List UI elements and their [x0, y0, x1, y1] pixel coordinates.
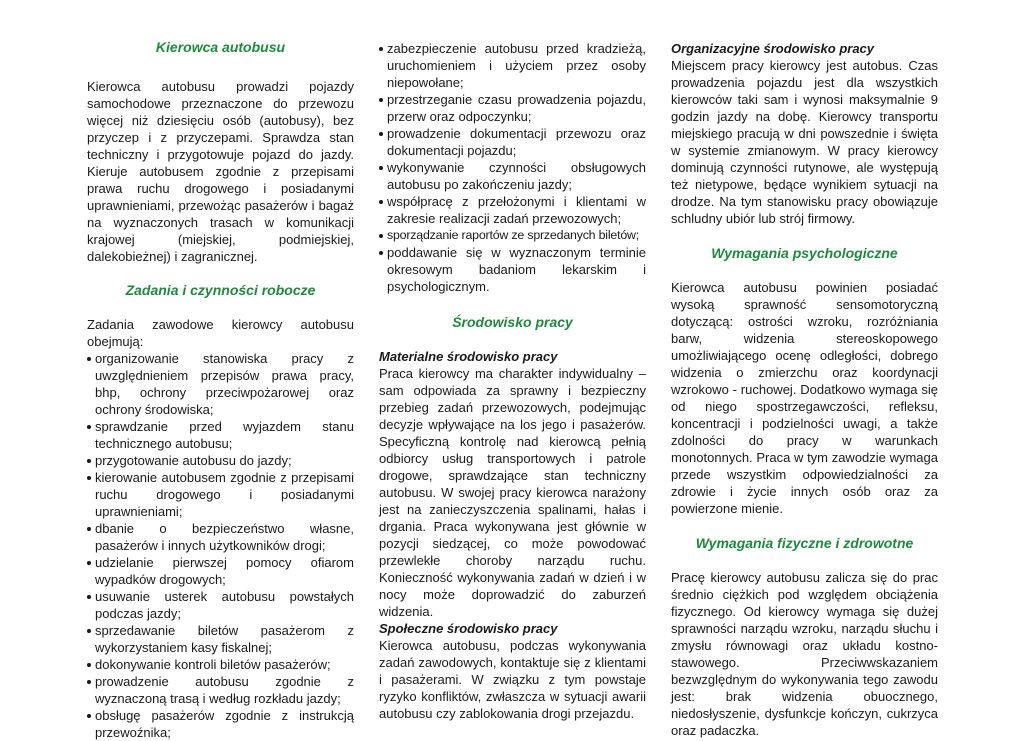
column-left: [87, 38, 354, 741]
heading-kierowca-autobusu: Kierowca autobusu: [155, 39, 286, 55]
list-item: dokonywanie kontroli biletów pasażerów;: [87, 656, 354, 673]
list-item: przygotowanie autobusu do jazdy;: [87, 452, 354, 469]
list-item: sprawdzanie przed wyjazdem stanu technicznego autobusu;: [87, 418, 354, 452]
material-environment-paragraph: Praca kierowcy ma charakter indywidualny – sam odpowiada za sprawny i bezpieczny przebieg zadań przewozowych, podejmując decyzje wpływające na los jego i pasażerów. Specyficzną kontrolę nad kierowcą pełnią odbiorcy usług transportowych i patrole drogowe, sprawdzające stan techniczny autobusu. W swojej pracy kierowca narażony jest na zanieczyszczenia spalinami, hałas i drgania. Praca wykonywana jest głównie w pozycji siedzącej, co może powodować przewlekłe choroby narządu ruchu. Konieczność wykonywania zadań w dzień i w nocy może doprowadzić do zaburzeń widzenia.: [379, 366, 646, 619]
list-item: usuwanie usterek autobusu powstałych podczas jazdy;: [87, 588, 354, 622]
tasks-intro: Zadania zawodowe kierowcy autobusu obejmują:: [87, 317, 354, 349]
column-right: [671, 40, 938, 739]
heading-wymagania-psychologiczne: Wymagania psychologiczne: [711, 245, 898, 261]
heading-srodowisko-pracy: Środowisko pracy: [452, 314, 573, 330]
subheading-organizacyjne: Organizacyjne środowisko pracy: [671, 41, 875, 56]
list-item: sporządzanie raportów ze sprzedanych biletów;: [379, 227, 646, 244]
intro-paragraph: Kierowca autobusu prowadzi pojazdy samochodowe przeznaczone do przewozu więcej niż dziesięciu osób (autobusy), bez przyczep i z przyczepami. Sprawdza stan techniczny i przygotowuje pojazd do jazdy. Kieruje autobusem zgodnie z przepisami prawa ruchu drogowego i posiadanymi uprawnieniami, przewożąc pasażerów i bagaż na wyznaczonych trasach w komunikacji krajowej (miejskiej, podmiejskiej, dalekobieżnej) i zagranicznej.: [87, 79, 354, 264]
list-item: prowadzenie dokumentacji przewozu oraz dokumentacji pojazdu;: [379, 125, 646, 159]
list-item: dbanie o bezpieczeństwo własne, pasażerów i innych użytkowników drogi;: [87, 520, 354, 554]
heading-zadania: Zadania i czynności robocze: [125, 282, 316, 298]
column-middle: [379, 40, 646, 722]
list-item: udzielanie pierwszej pomocy ofiarom wypadków drogowych;: [87, 554, 354, 588]
tasks-list: [87, 350, 354, 741]
subheading-materialne: Materialne środowisko pracy: [379, 349, 558, 364]
list-item: poddawanie się w wyznaczonym terminie okresowym badaniom lekarskim i psychologicznym.: [379, 244, 646, 295]
list-item: wykonywanie czynności obsługowych autobusu po zakończeniu jazdy;: [379, 159, 646, 193]
subheading-spoleczne: Społeczne środowisko pracy: [379, 621, 558, 636]
social-environment-paragraph: Kierowca autobusu, podczas wykonywania zadań zawodowych, kontaktuje się z klientami i pasażerami. W związku z tym powstaje ryzyko konfliktów, zwłaszcza w sytuacji awarii autobusu czy zablokowania drogi przejazdu.: [379, 638, 646, 721]
physical-requirements-paragraph: Pracę kierowcy autobusu zalicza się do prac średnio ciężkich pod względem obciążenia fizycznego. Od kierowcy wymaga się dużej sprawności narządu wzroku, narządu słuchu i zmysłu równowagi oraz układu kostno-stawowego. Przeciwwskazaniem bezwzględnym do wykonywania tego zawodu jest: brak widzenia obuocznego, niedosłyszenie, dysfunkcje kończyn, cukrzyca oraz padaczka.: [671, 570, 938, 738]
list-item: sprzedawanie biletów pasażerom z wykorzystaniem kasy fiskalnej;: [87, 622, 354, 656]
list-item: organizowanie stanowiska pracy z uwzględnieniem przepisów prawa pracy, bhp, ochrony przeciwpożarowej oraz ochrony środowiska;: [87, 350, 354, 418]
list-item: kierowanie autobusem zgodnie z przepisami ruchu drogowego i posiadanymi uprawnieniami;: [87, 469, 354, 520]
tasks-list-continued: [379, 40, 646, 295]
list-item: przestrzeganie czasu prowadzenia pojazdu, przerw oraz odpoczynku;: [379, 91, 646, 125]
list-item: współpracę z przełożonymi i klientami w zakresie realizacji zadań przewozowych;: [379, 193, 646, 227]
list-item: prowadzenie autobusu zgodnie z wyznaczoną trasą i według rozkładu jazdy;: [87, 673, 354, 707]
list-item: zabezpieczenie autobusu przed kradzieżą, uruchomieniem i użyciem przez osoby niepowołane;: [379, 40, 646, 91]
heading-wymagania-fizyczne: Wymagania fizyczne i zdrowotne: [695, 535, 914, 551]
psychological-requirements-paragraph: Kierowca autobusu powinien posiadać wysoką sprawność sensomotoryczną dotyczącą: ostrości wzroku, rozróżniania barw, widzenia stereoskopowego umożliwiającego ocenę odległości, dobrego widzenia o zmierzchu oraz koordynacji wzrokowo - ruchowej. Dodatkowo wymaga się od niego spostrzegawczości, refleksu, koncentracji i podzielności uwagi, a także zdolności do pracy w warunkach monotonnych. Praca w tym zawodzie wymaga przede wszystkim odpowiedzialności za zdrowie i życie innych osób oraz za powierzone mienie.: [671, 280, 938, 516]
list-item: obsługę pasażerów zgodnie z instrukcją przewoźnika;: [87, 707, 354, 741]
organizational-environment-paragraph: Miejscem pracy kierowcy jest autobus. Czas prowadzenia pojazdu jest dla wszystkich kierowców taki sam i wynosi maksymalnie 9 godzin jazdy na dobę. Kierowcy transportu miejskiego pracują w dni powszednie i święta w systemie zmianowym. W pracy kierowcy dominują czynności rutynowe, ale występują też nietypowe, będące wynikiem sytuacji na drodze. Na tym stanowisku pracy obowiązuje schludny ubiór lub strój firmowy.: [671, 58, 938, 226]
